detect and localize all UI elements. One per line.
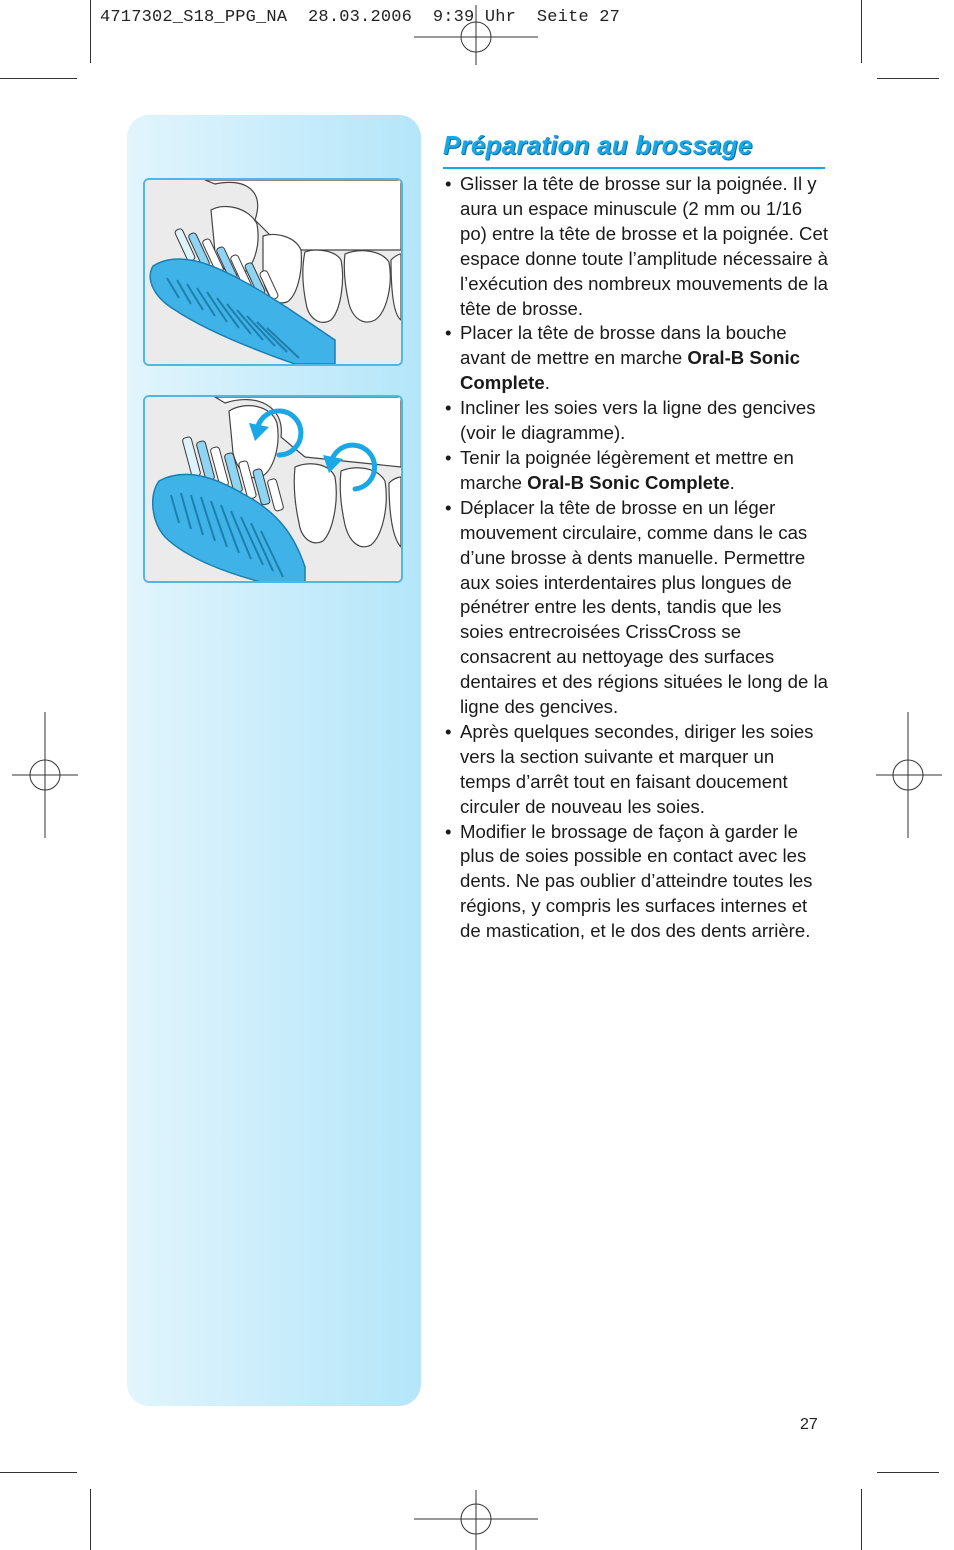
page-number: 27 — [800, 1416, 818, 1433]
instruction-item — [443, 172, 828, 321]
bullet-marker: • — [445, 322, 452, 344]
instruction-text: Après quelques secondes, diriger les soies vers la section suivante et marquer un temps d’arrêt tout en faisant doucement circuler de nouveau les soies. — [460, 720, 814, 817]
bullet-marker: • — [445, 820, 452, 842]
print-header-slug: 4717302_S18_PPG_NA 28.03.2006 9:39 Uhr Seite 27 — [100, 8, 621, 27]
instruction-list — [443, 172, 828, 944]
instruction-item — [443, 396, 828, 446]
product-name: Oral-B Sonic Complete — [527, 471, 730, 493]
product-name: Oral-B Sonic Complete — [460, 347, 800, 394]
instruction-text: Placer la tête de brosse dans la bouche avant de mettre en marche — [460, 322, 787, 369]
bullet-marker: • — [445, 720, 452, 742]
instruction-text: Modifier le brossage de façon à garder le plus de soies possible en contact avec les dents. Ne pas oublier d’atteindre toutes les régions, y compris les surfaces internes et de mastication, et le dos des dents arrière. — [460, 820, 813, 942]
bullet-marker: • — [445, 397, 452, 419]
instruction-item — [443, 446, 828, 496]
bullet-marker: • — [445, 173, 452, 194]
instruction-item — [443, 720, 828, 820]
bullet-marker: • — [445, 496, 452, 518]
instruction-text: Incliner les soies vers la ligne des gencives (voir le diagramme). — [460, 397, 816, 444]
toothbrush-illustration — [143, 178, 403, 366]
registration-mark-left — [12, 712, 78, 838]
instruction-punctuation: . — [544, 372, 550, 394]
instruction-item — [443, 496, 828, 720]
instruction-text: Tenir la poignée légèrement et mettre en marche — [460, 446, 794, 493]
bullet-marker: • — [445, 446, 452, 468]
registration-mark-bottom — [414, 1490, 538, 1550]
instruction-item — [443, 321, 828, 396]
registration-mark-right — [876, 712, 942, 838]
circular-arrows-illustration — [143, 395, 403, 583]
instruction-text: Glisser la tête de brosse sur la poignée. Il y aura un espace minuscule (2 mm ou 1/16 po) entre la tête de brosse et la poignée. Cet espace donne toute l’amplitude nécessaire à l’exécution des nombreux mouvements de la tête de brosse. — [460, 173, 828, 319]
instruction-item — [443, 820, 828, 945]
instruction-text: Déplacer la tête de brosse en un léger mouvement circulaire, comme dans le cas d’une brosse à dents manuelle. Permettre aux soies interdentaires plus longues de pénétrer entre les dents, tandis que les soies entrecroisées CrissCross se consacrent au nettoyage des surfaces dentaires et des régions situées le long de la ligne des gencives. — [460, 496, 828, 718]
title-underline — [443, 167, 825, 169]
page-title: Préparation au brossage — [443, 130, 753, 160]
registration-mark-top — [414, 5, 538, 65]
instruction-punctuation: . — [729, 471, 735, 493]
